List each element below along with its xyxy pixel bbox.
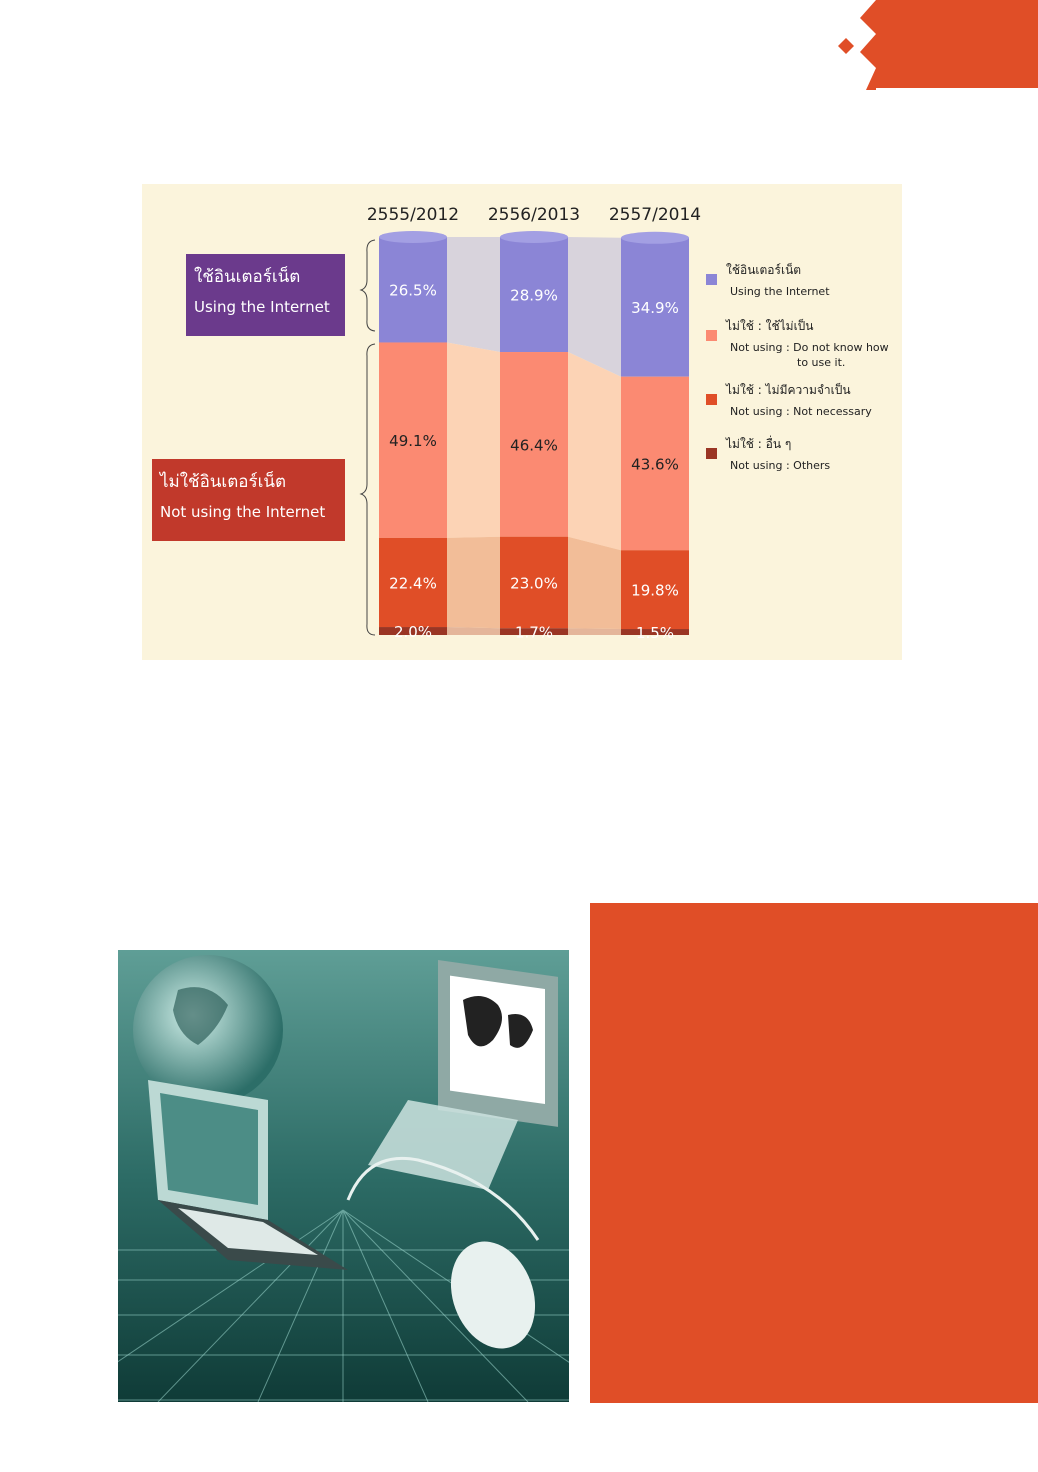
connector-band [568, 537, 621, 629]
group-label-not-using-th: ไม่ใช้อินเตอร์เน็ต [160, 472, 287, 492]
category-label: 2555/2012 [366, 205, 460, 225]
data-label: 43.6% [631, 455, 679, 474]
legend-label-en: Not using : Not necessary [730, 405, 872, 418]
corner-diamond-decoration [836, 0, 876, 90]
bracket-using [361, 240, 375, 331]
data-label: 26.5% [389, 281, 437, 300]
data-label: 19.8% [631, 581, 679, 600]
group-label-not-using-en: Not using the Internet [160, 503, 326, 521]
data-label: 1.7% [514, 623, 554, 642]
legend-label-en: Using the Internet [730, 285, 830, 298]
legend-label-en: Not using : Do not know how [730, 341, 889, 354]
legend-swatch [706, 274, 717, 285]
orange-side-block [590, 903, 1038, 1403]
legend-label-en: Not using : Others [730, 459, 831, 472]
connector-band [447, 627, 500, 635]
legend-label-th: ไม่ใช้ : อื่น ๆ [726, 437, 792, 451]
computer-network-illustration [118, 950, 569, 1402]
legend-swatch [706, 394, 717, 405]
data-label: 46.4% [510, 436, 558, 455]
computer-network-photo [118, 950, 569, 1402]
bar-cap [500, 231, 568, 243]
data-label: 28.9% [510, 286, 558, 305]
legend-label-th: ใช้อินเตอร์เน็ต [726, 263, 802, 277]
bar-cap [379, 231, 447, 243]
category-label: 2556/2013 [487, 205, 581, 225]
group-label-using [186, 254, 345, 336]
legend-label-th: ไม่ใช้ : ใช้ไม่เป็น [726, 319, 814, 333]
legend-label-th: ไม่ใช้ : ไม่มีความจำเป็น [726, 383, 851, 397]
legend-swatch [706, 330, 717, 341]
data-label: 22.4% [389, 574, 437, 593]
corner-tab [876, 0, 1038, 88]
group-label-using-th: ใช้อินเตอร์เน็ต [194, 267, 301, 287]
chart-panel [142, 184, 902, 660]
legend-label-en: to use it. [797, 356, 846, 369]
bracket-not-using [361, 344, 375, 635]
legend-swatch [706, 448, 717, 459]
category-label: 2557/2014 [608, 205, 702, 225]
data-label: 23.0% [510, 574, 558, 593]
data-label: 34.9% [631, 299, 679, 318]
group-label-using-en: Using the Internet [194, 298, 330, 316]
data-label: 49.1% [389, 432, 437, 451]
connector-band [447, 537, 500, 629]
connector-band [447, 342, 500, 537]
connector-band [568, 352, 621, 550]
connector-band [568, 628, 621, 635]
data-label: 1.5% [635, 624, 675, 643]
group-label-not-using [152, 459, 345, 541]
connector-band [447, 237, 500, 352]
data-label: 2.0% [393, 623, 433, 642]
bar-cap [621, 232, 689, 244]
